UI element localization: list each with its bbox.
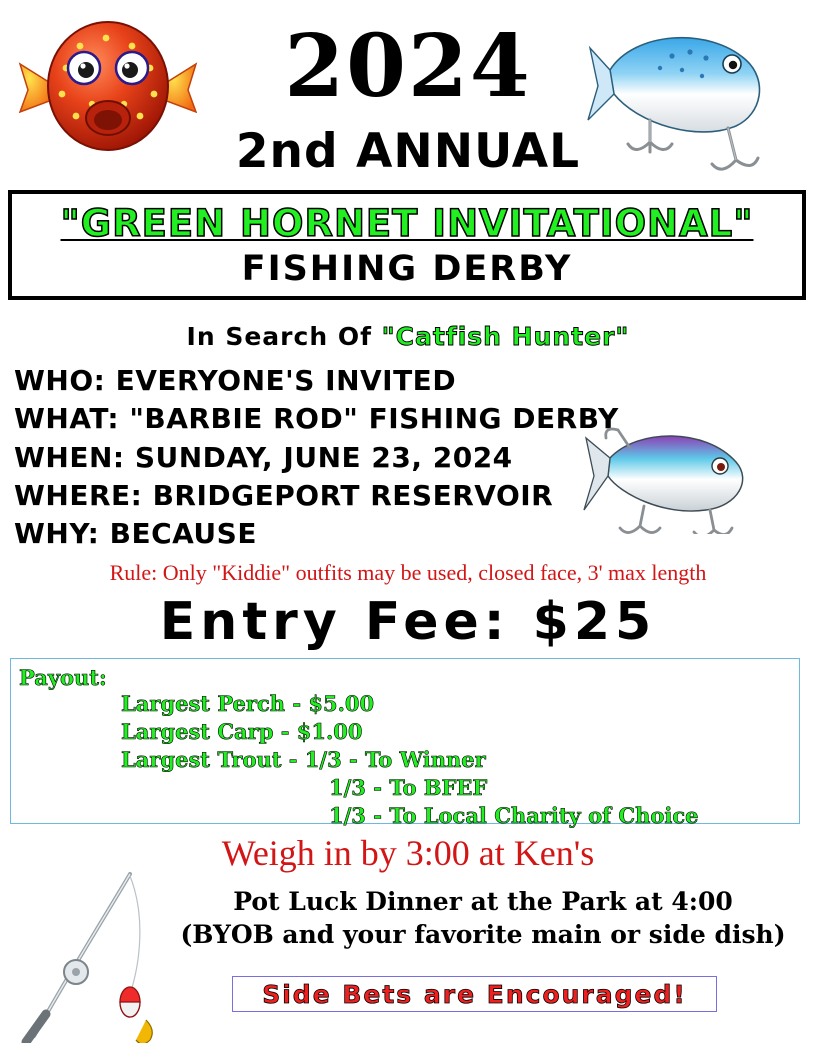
rule-text: Rule: Only "Kiddie" outfits may be used, closed face, 3' max length	[109, 560, 707, 585]
side-bets-box	[232, 976, 717, 1012]
detail-who: WHO: EVERYONE'S INVITED	[14, 364, 457, 397]
detail-why: WHY: BECAUSE	[14, 517, 257, 551]
potluck-line-1: Pot Luck Dinner at the Park at 4:00	[233, 887, 733, 916]
detail-where: WHERE: BRIDGEPORT RESERVOIR	[14, 479, 554, 513]
details-list	[14, 362, 634, 554]
header	[0, 0, 816, 192]
payout-line-perch: Largest Perch - $5.00	[121, 691, 375, 716]
derby-name: "GREEN HORNET INVITATIONAL"	[60, 202, 754, 245]
detail-when: WHEN: SUNDAY, JUNE 23, 2024	[14, 440, 513, 474]
payout-line-trout: Largest Trout - 1/3 - To Winner	[121, 746, 486, 772]
potluck-line-2: (BYOB and your favorite main or side dish)	[180, 919, 786, 949]
page-subtitle-annual: 2nd ANNUAL	[235, 124, 581, 179]
entry-fee: Entry Fee: $25	[159, 592, 657, 652]
in-search-of-prefix: In Search Of	[186, 322, 382, 351]
page-title-year: 2024	[284, 16, 532, 117]
payout-title: Payout:	[19, 665, 107, 690]
catfish-hunter-highlight: "Catfish Hunter"	[381, 322, 630, 351]
derby-subtitle: FISHING DERBY	[241, 249, 573, 289]
potluck-info	[150, 886, 816, 951]
payout-line-bfef: 1/3 - To BFEF	[329, 774, 488, 800]
title-banner	[8, 190, 806, 300]
in-search-of-line	[0, 322, 816, 351]
payout-line-charity: 1/3 - To Local Charity of Choice	[329, 802, 699, 828]
payout-line-carp: Largest Carp - $1.00	[121, 718, 363, 744]
crankbait-lure-icon	[578, 414, 768, 534]
side-bets-text: Side Bets are Encouraged!	[262, 979, 687, 1009]
detail-what: WHAT: "BARBIE ROD" FISHING DERBY	[14, 402, 619, 436]
fishing-rod-icon	[18, 868, 208, 1043]
fishing-lure-icon	[586, 8, 786, 198]
weigh-in-text: Weigh in by 3:00 at Ken's	[221, 833, 595, 873]
payout-box	[10, 658, 800, 828]
